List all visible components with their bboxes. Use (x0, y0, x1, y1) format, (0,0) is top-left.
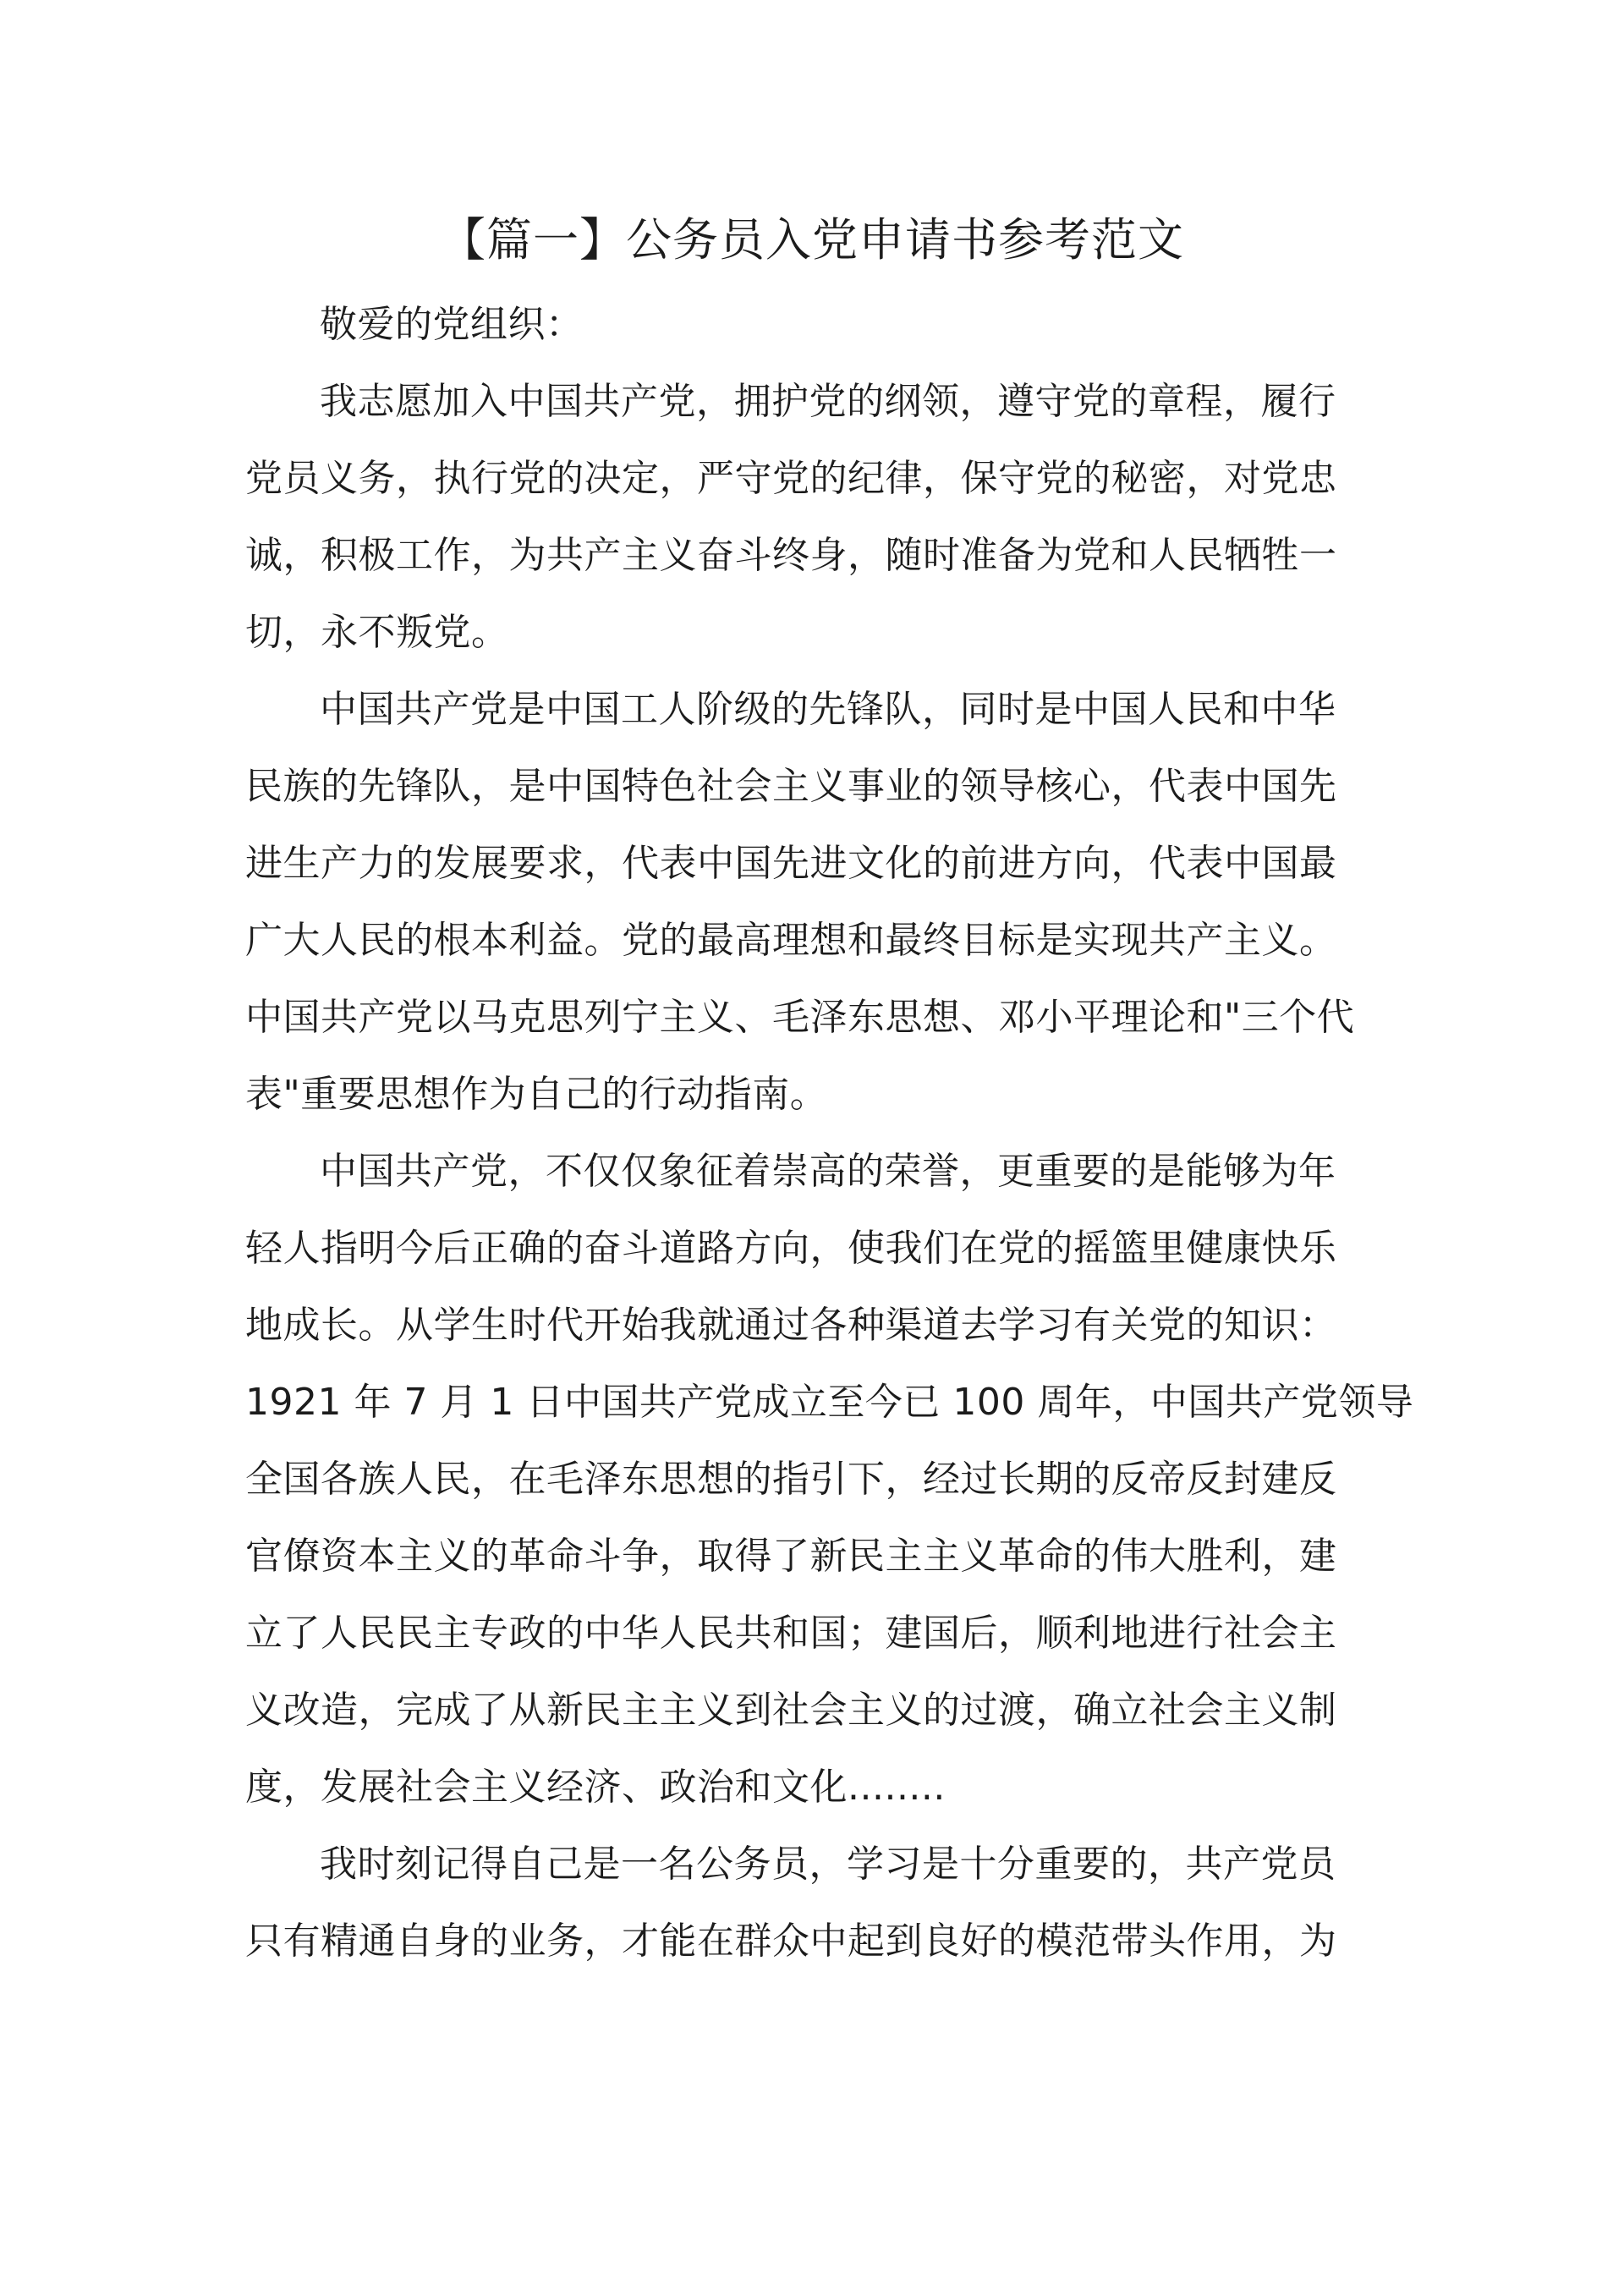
paragraph-1-line: 诚，积极工作，为共产主义奋斗终身，随时准备为党和人民牺牲一 (245, 534, 1337, 577)
paragraph-3-line: 立了人民民主专政的中华人民共和国；建国后，顺利地进行社会主 (245, 1612, 1337, 1655)
paragraph-2-line: 表"重要思想作为自己的行动指南。 (245, 1073, 828, 1116)
paragraph-3-line: 1921 年 7 月 1 日中国共产党成立至今已 100 周年，中国共产党领导 (245, 1381, 1414, 1424)
paragraph-4-line: 只有精通自身的业务，才能在群众中起到良好的模范带头作用，为 (245, 1920, 1337, 1963)
paragraph-2-line: 广大人民的根本利益。党的最高理想和最终目标是实现共产主义。 (245, 919, 1337, 962)
paragraph-2-line: 民族的先锋队，是中国特色社会主义事业的领导核心，代表中国先 (245, 765, 1337, 808)
paragraph-3-line: 义改造，完成了从新民主主义到社会主义的过渡，确立社会主义制 (245, 1689, 1337, 1732)
paragraph-1-line: 切，永不叛党。 (245, 611, 509, 654)
paragraph-3-line: 官僚资本主义的革命斗争，取得了新民主主义革命的伟大胜利，建 (245, 1535, 1337, 1578)
paragraph-3-line: 轻人指明今后正确的奋斗道路方向，使我们在党的摇篮里健康快乐 (245, 1227, 1337, 1270)
document-title: 【篇一】公务员入党申请书参考范文 (440, 213, 1184, 266)
paragraph-3-line: 全国各族人民，在毛泽东思想的指引下，经过长期的反帝反封建反 (245, 1458, 1337, 1501)
paragraph-2-line: 中国共产党以马克思列宁主义、毛泽东思想、邓小平理论和"三个代 (245, 996, 1355, 1039)
paragraph-1-line: 我志愿加入中国共产党，拥护党的纲领，遵守党的章程，履行 (320, 380, 1336, 423)
document-body (245, 286, 1414, 1980)
paragraph-2-line: 进生产力的发展要求，代表中国先进文化的前进方向，代表中国最 (245, 842, 1337, 885)
paragraph-4-line: 我时刻记得自己是一名公务员，学习是十分重要的，共产党员 (320, 1843, 1336, 1886)
paragraph-2-line: 中国共产党是中国工人阶级的先锋队，同时是中国人民和中华 (320, 688, 1336, 731)
paragraph-3-line: 地成长。从学生时代开始我就通过各种渠道去学习有关党的知识： (245, 1304, 1337, 1347)
paragraph-1-line: 党员义务，执行党的决定，严守党的纪律，保守党的秘密，对党忠 (245, 457, 1337, 500)
paragraph-3-line: 度，发展社会主义经济、政治和文化........ (245, 1766, 946, 1809)
salutation-line: 敬爱的党组织： (320, 303, 584, 346)
paragraph-3-line: 中国共产党，不仅仅象征着崇高的荣誉，更重要的是能够为年 (320, 1150, 1336, 1193)
